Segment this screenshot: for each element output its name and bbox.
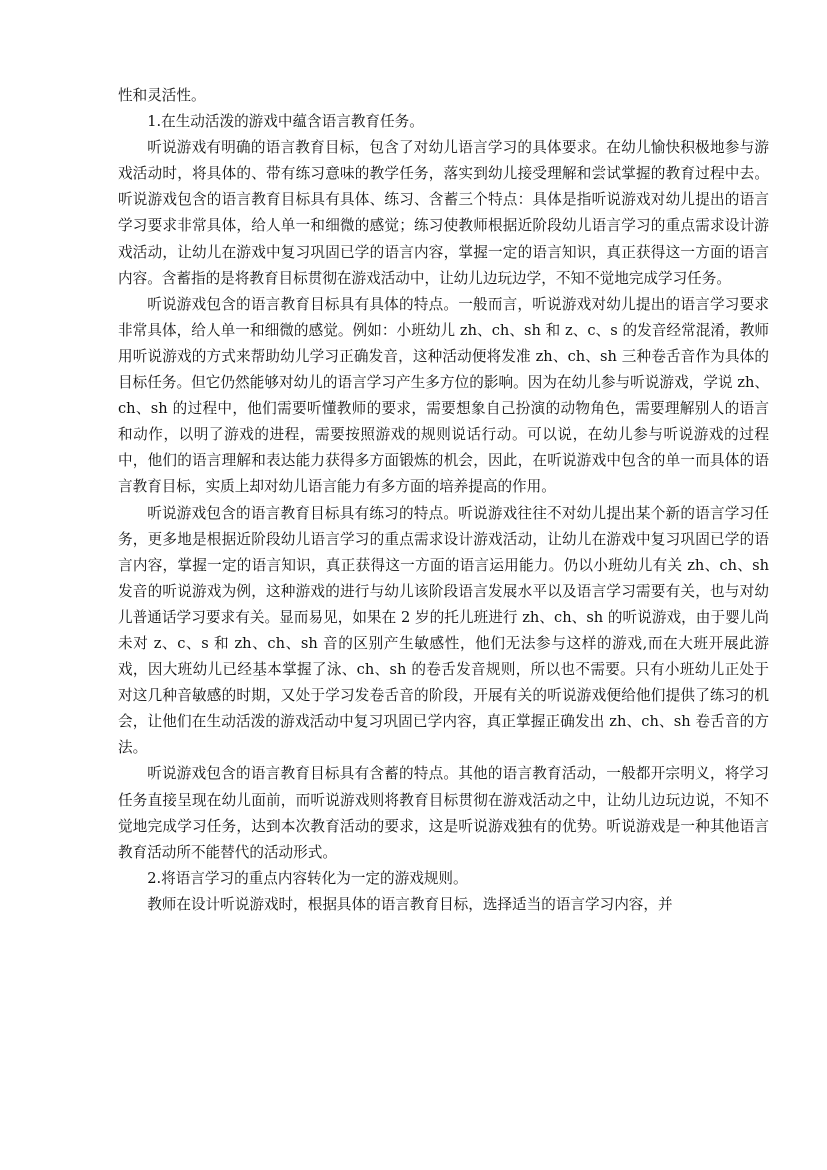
section-heading-1: 1.在生动活泼的游戏中蕴含语言教育任务。 <box>147 113 424 131</box>
section-heading-2: 2.将语言学习的重点内容转化为一定的游戏规则。 <box>147 869 468 887</box>
paragraph-specific-feature: 听说游戏包含的语言教育目标具有具体的特点。一般而言，听说游戏对幼儿提出的语言学习要求非常具体，给人单一和细微的感觉。例如：小班幼儿 zh、ch、sh 和 z、c、s 的发音经常混淆，教师用听说游戏的方式来帮助幼儿学习正确发音，这种活动便将发准 zh、ch、sh 三种卷舌音作为具体的目标任务。但它仍然能够对幼儿的语言学习产生多方位的影响。因为在幼儿参与听说游戏，学说 zh、ch、sh 的过程中，他们需要听懂教师的要求，需要想象自己扮演的动物角色，需要理解别人的语言和动作，以明了游戏的进程，需要按照游戏的规则说话行动。可以说，在幼儿参与听说游戏的过程中，他们的语言理解和表达能力获得多方面锻炼的机会，因此，在听说游戏中包含的单一而具体的语言教育目标，实质上却对幼儿语言能力有多方面的培养提高的作用。 <box>118 295 769 496</box>
paragraph-practice-feature: 听说游戏包含的语言教育目标具有练习的特点。听说游戏往往不对幼儿提出某个新的语言学习任务，更多地是根据近阶段幼儿语言学习的重点需求设计游戏活动，让幼儿在游戏中复习巩固已学的语言内容，掌握一定的语言知识，真正获得这一方面的语言运用能力。仍以小班幼儿有关 zh、ch、sh 发音的听说游戏为例，这种游戏的进行与幼儿该阶段语言发展水平以及语言学习需要有关，也与对幼儿普通话学习要求有关。显而易见，如果在 2 岁的托儿班进行 zh、ch、sh 的听说游戏，由于婴儿尚未对 z、c、s 和 zh、ch、sh 音的区别产生敏感性，他们无法参与这样的游戏,而在大班开展此游戏，因大班幼儿已经基本掌握了泳、ch、sh 的卷舌发音规则，所以也不需要。只有小班幼儿正处于对这几种音敏感的时期，又处于学习发卷舌音的阶段，开展有关的听说游戏便给他们提供了练习的机会，让他们在生动活泼的游戏活动中复习巩固已学内容，真正掌握正确发出 zh、ch、sh 卷舌音的方法。 <box>118 504 769 757</box>
paragraph-teacher-design: 教师在设计听说游戏时，根据具体的语言教育目标，选择适当的语言学习内容，并 <box>147 895 673 913</box>
document-body <box>118 83 769 918</box>
paragraph-implicit-feature: 听说游戏包含的语言教育目标具有含蓄的特点。其他的语言教育活动，一般都开宗明义，将学习任务直接呈现在幼儿面前，而听说游戏则将教育目标贯彻在游戏活动之中，让幼儿边玩边说，不知不觉地完成学习任务，达到本次教育活动的要求，这是听说游戏独有的优势。听说游戏是一种其他语言教育活动所不能替代的活动形式。 <box>118 765 769 861</box>
paragraph-continuation: 性和灵活性。 <box>118 87 206 104</box>
paragraph-goals-overview: 听说游戏有明确的语言教育目标，包含了对幼儿语言学习的具体要求。在幼儿愉快积极地参与游戏活动时，将具体的、带有练习意味的教学任务，落实到幼儿接受理解和尝试掌握的教育过程中去。听说游戏包含的语言教育目标具有具体、练习、含蓄三个特点：具体是指听说游戏对幼儿提出的语言学习要求非常具体，给人单一和细微的感觉；练习使教师根据近阶段幼儿语言学习的重点需求设计游戏活动，让幼儿在游戏中复习巩固已学的语言内容，掌握一定的语言知识，真正获得这一方面的语言内容。含蓄指的是将教育目标贯彻在游戏活动中，让幼儿边玩边学，不知不觉地完成学习任务。 <box>118 139 769 287</box>
